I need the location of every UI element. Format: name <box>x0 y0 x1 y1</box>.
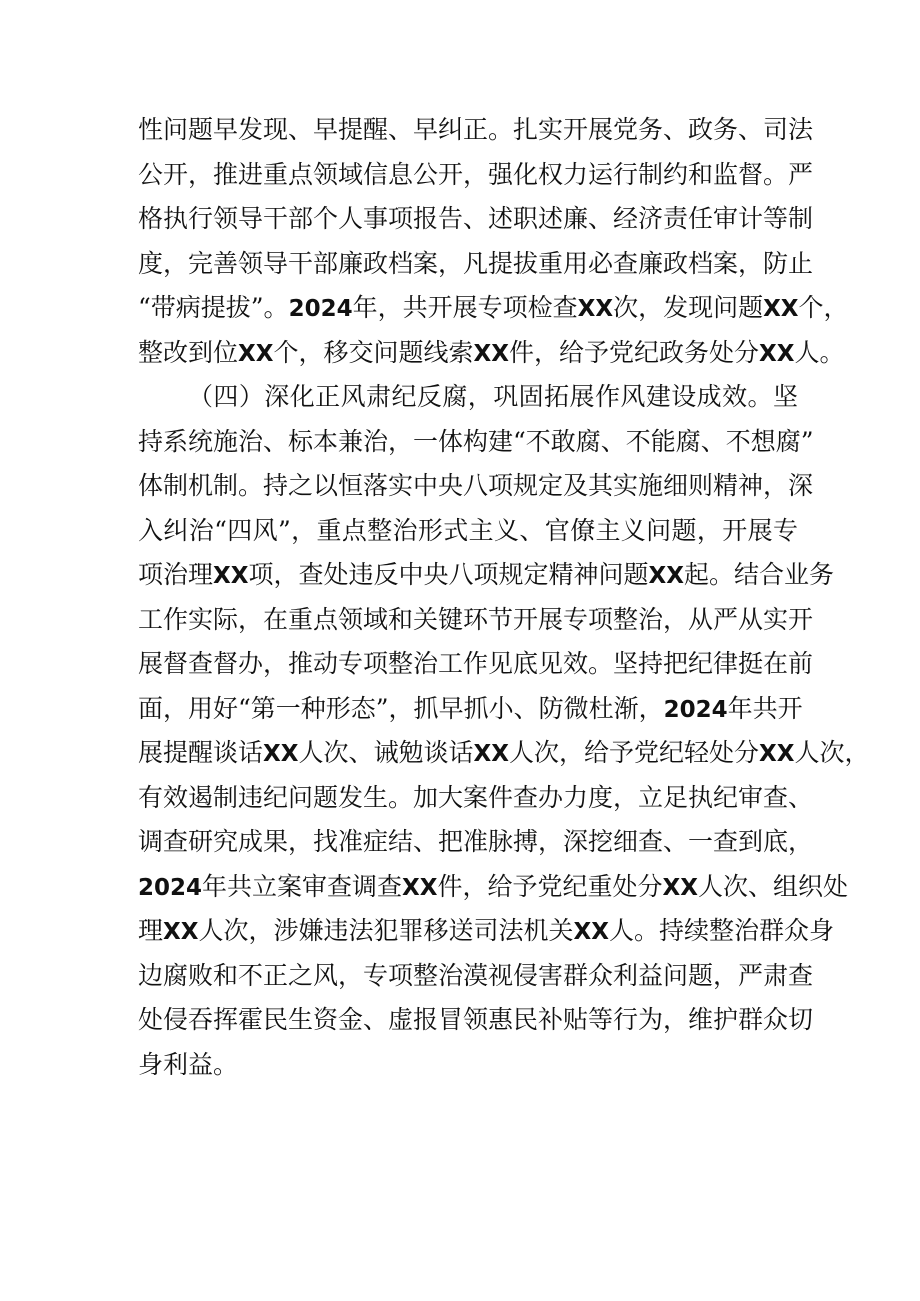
text-line: 调查研究成果，找准症结、把准脉搏，深挖细查、一查到底， <box>138 827 814 856</box>
text-line: 边腐败和不正之风，专项整治漠视侵害群众利益问题，严肃查 <box>138 960 814 990</box>
text-line: 工作实际，在重点领域和关键环节开展专项整治，从严从实开 <box>138 604 814 634</box>
text-line: 身利益。 <box>138 1049 239 1079</box>
text-line: 性问题早发现、早提醒、早纠正。扎实开展党务、政务、司法 <box>138 115 814 144</box>
text-line: 项治理XX项，查处违反中央八项规定精神问题XX起。结合业务 <box>138 560 834 589</box>
body-text <box>138 108 870 1087</box>
text-line: 持系统施治、标本兼治，一体构建“不敢腐、不能腐、不想腐” <box>138 426 814 456</box>
text-line: 处侵吞挥霍民生资金、虚报冒领惠民补贴等行为，维护群众切 <box>138 1005 814 1034</box>
paragraph-1 <box>138 108 849 375</box>
text-line: 面，用好“第一种形态”，抓早抓小、防微杜渐，2024年共开 <box>138 693 803 723</box>
text-line: 有效遏制违纪问题发生。加大案件查办力度，立足执纪审查、 <box>138 782 814 812</box>
text-line: 整改到位XX个，移交问题线索XX件，给予党纪政务处分XX人。 <box>138 337 845 367</box>
text-line: 展提醒谈话XX人次、诫勉谈话XX人次，给予党纪轻处分XX人次， <box>138 738 870 767</box>
text-line: 格执行领导干部个人事项报告、述职述廉、经济责任审计等制 <box>138 204 814 233</box>
text-line: 体制机制。持之以恒落实中央八项规定及其实施细则精神，深 <box>138 471 814 500</box>
paragraph-2 <box>138 375 870 1087</box>
text-line: “带病提拔”。2024年，共开展专项检查XX次，发现问题XX个， <box>138 293 849 322</box>
text-line: 度，完善领导干部廉政档案，凡提拔重用必查廉政档案，防止 <box>138 248 814 278</box>
text-line: 入纠治“四风”，重点整治形式主义、官僚主义问题，开展专 <box>138 515 798 545</box>
text-line: 理XX人次，涉嫌违法犯罪移送司法机关XX人。持续整治群众身 <box>138 916 834 945</box>
text-line: 2024年共立案审查调查XX件，给予党纪重处分XX人次、组织处 <box>138 871 848 901</box>
section-heading-line: （四）深化正风肃纪反腐，巩固拓展作风建设成效。坚 <box>188 382 798 411</box>
text-line: 展督查督办，推动专项整治工作见底见效。坚持把纪律挺在前 <box>138 649 814 678</box>
text-line: 公开，推进重点领域信息公开，强化权力运行制约和监督。严 <box>138 159 814 189</box>
